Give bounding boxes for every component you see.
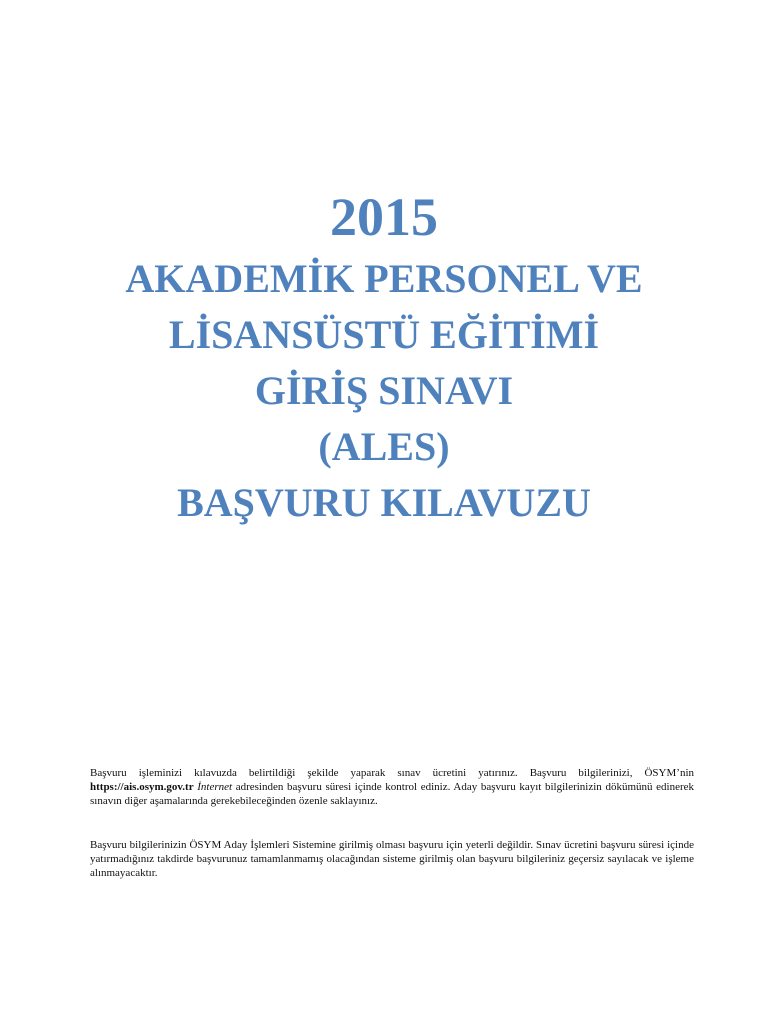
cover-title-line-1: AKADEMİK PERSONEL VE — [125, 256, 643, 301]
cover-title-line-3: GİRİŞ SINAVI — [254, 368, 514, 413]
cover-title-line-5: BAŞVURU KILAVUZU — [177, 480, 591, 525]
cover-title-line-2: LİSANSÜSTÜ EĞİTİMİ — [168, 312, 600, 357]
instruction-paragraph-1 — [90, 766, 694, 808]
instruction-text-1a: Başvuru işleminizi kılavuzda belirtildiği şekilde yaparak sınav ücretini yatırınız. Başvuru bilgilerinizi, ÖSYM’nin — [90, 767, 694, 779]
ais-url-link[interactable]: https://ais.osym.gov.tr — [90, 781, 194, 793]
internet-word: İnternet — [197, 781, 233, 793]
instruction-text-1c: adresinden başvuru süresi içinde kontrol ediniz. Aday başvuru kayıt bilgilerinizin dökümünü edinerek sınavın diğer aşamalarında gerekebileceğinden özenle saklayınız. — [90, 781, 695, 807]
cover-title-line-4: (ALES) — [318, 424, 450, 469]
cover-year: 2015 — [330, 187, 438, 247]
cover-title-block — [0, 183, 768, 531]
instruction-paragraph-2: Başvuru bilgilerinizin ÖSYM Aday İşlemleri Sistemine girilmiş olması başvuru için yeterli değildir. Sınav ücretini başvuru süresi içinde yatırmadığınız takdirde başvurunuz tamamlanmamış olacağından sisteme girilmiş olan başvuru bilgileriniz geçersiz sayılacak ve işleme alınmayacaktır. — [90, 839, 694, 879]
